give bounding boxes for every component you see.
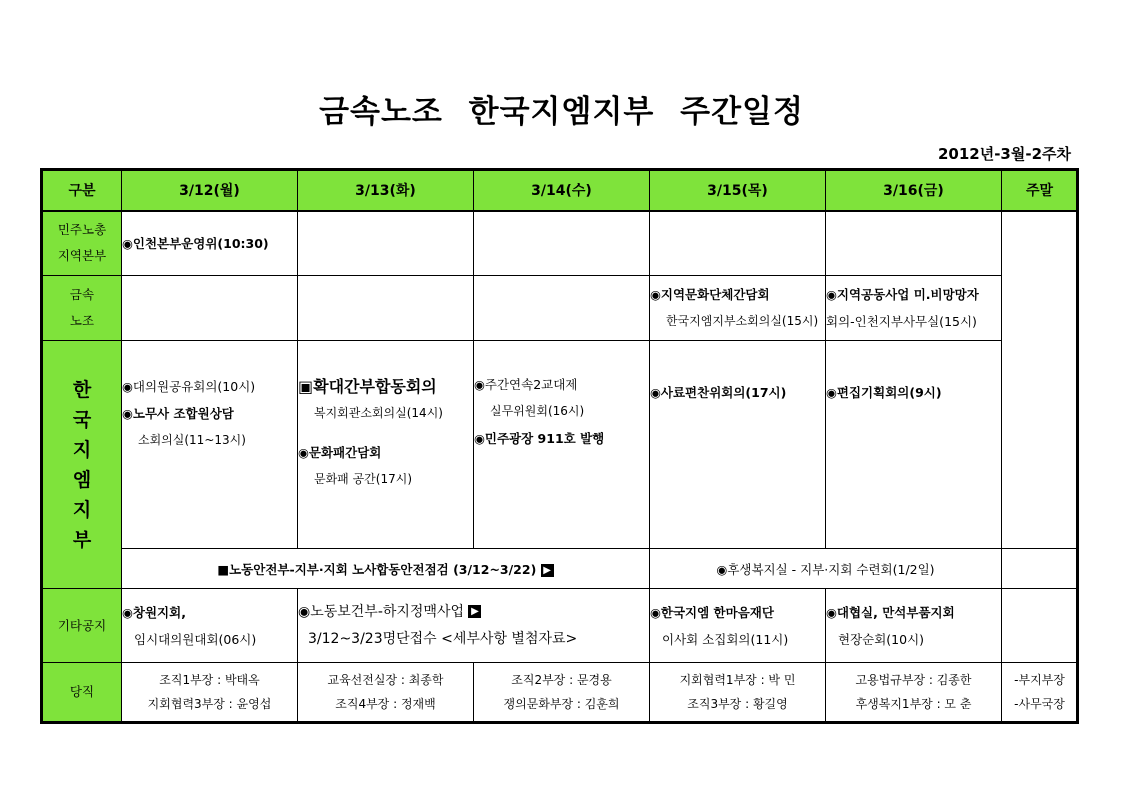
event-item: ◉인천본부운영위(10:30) <box>122 235 269 251</box>
header-category: 구분 <box>42 170 122 211</box>
header-thu: 3/15(목) <box>650 170 826 211</box>
event-item: ▣확대간부합동회의 <box>298 377 437 396</box>
gm-fri-cell <box>826 341 1002 549</box>
event-item: ◉창원지회, <box>122 604 186 620</box>
week-label: 2012년-3월-2주차 <box>937 145 1071 163</box>
event-item: ◉사료편찬위회의(17시) <box>650 385 787 400</box>
row-label-char: 한 <box>72 378 92 401</box>
row-label-line: 민주노총 <box>57 222 107 238</box>
row-label-etc: 기타공지 <box>42 589 122 663</box>
duty-entry: -부지부장 <box>1014 673 1065 687</box>
duty-entry: 고용법규부장 : 김종한 <box>855 673 972 687</box>
kctu-wed-cell <box>474 211 650 276</box>
event-detail: 복지회관소회의실(14시) <box>314 406 443 420</box>
etc-thu-cell <box>650 589 826 663</box>
row-label-char: 엠 <box>72 468 92 491</box>
duty-entry: 조직2부장 : 문경용 <box>511 673 612 687</box>
kmwu-thu-cell <box>650 276 826 341</box>
row-label-char: 부 <box>72 528 92 551</box>
event-item: ◉편집기획회의(9시) <box>826 385 942 400</box>
header-row <box>42 170 1078 211</box>
duty-fri-cell <box>826 663 1002 723</box>
etc-fri-cell <box>826 589 1002 663</box>
row-label-char: 지 <box>72 438 92 461</box>
event-item: ◉민주광장 911호 발행 <box>474 431 605 446</box>
arrow-right-icon: ▶ <box>468 605 481 618</box>
duty-mon-cell <box>122 663 298 723</box>
etc-mon-cell <box>122 589 298 663</box>
etc-weekend-cell <box>1002 589 1078 663</box>
row-duty <box>42 663 1078 723</box>
row-label-duty: 당직 <box>42 663 122 723</box>
row-label-kctu <box>42 211 122 276</box>
event-item: ◉지역공동사업 미.비망망자 <box>826 287 979 302</box>
duty-weekend-cell <box>1002 663 1078 723</box>
event-item: ◉주간연속2교대제 <box>474 377 578 392</box>
duty-wed-cell <box>474 663 650 723</box>
row-label-kmwu <box>42 276 122 341</box>
event-text: ◉노동보건부-하지정맥사업 <box>298 603 465 620</box>
event-detail: 한국지엠지부소회의실(15시) <box>666 314 819 328</box>
kmwu-fri-cell <box>826 276 1002 341</box>
duty-tue-cell <box>298 663 474 723</box>
event-detail: 소회의실(11~13시) <box>138 433 246 447</box>
row-gm-banner <box>42 549 1078 589</box>
kctu-fri-cell <box>826 211 1002 276</box>
page-title: 금속노조 한국지엠지부 주간일정 <box>319 94 804 130</box>
duty-entry: 쟁의문화부장 : 김훈희 <box>503 697 620 711</box>
header-tue: 3/13(화) <box>298 170 474 211</box>
event-item: ◉대협실, 만석부품지회 <box>826 604 955 620</box>
event-detail: 임시대의원대회(06시) <box>134 631 257 647</box>
row-label-char: 지 <box>72 498 92 521</box>
duty-entry: -사무국장 <box>1014 697 1065 711</box>
duty-entry: 조직1부장 : 박태옥 <box>159 673 260 687</box>
duty-entry: 조직4부장 : 정재백 <box>335 697 436 711</box>
gm-mon-cell <box>122 341 298 549</box>
gm-wed-cell <box>474 341 650 549</box>
row-label-gm <box>42 341 122 589</box>
row-label-line: 노조 <box>69 313 95 328</box>
event-detail: 실무위원회(16시) <box>490 404 585 418</box>
weekly-schedule-table <box>40 168 1079 724</box>
row-kctu <box>42 211 1078 276</box>
event-item: ◉문화패간담회 <box>298 445 382 460</box>
header-weekend: 주말 <box>1002 170 1078 211</box>
kmwu-tue-cell <box>298 276 474 341</box>
gm-thu-cell <box>650 341 826 549</box>
arrow-right-icon: ▶ <box>541 564 554 577</box>
row-label-line: 지역본부 <box>57 248 107 264</box>
row-label-char: 국 <box>72 408 92 431</box>
event-item <box>298 599 649 626</box>
gm-tue-cell <box>298 341 474 549</box>
row-label-line: 금속 <box>69 287 95 302</box>
row-gm <box>42 341 1078 549</box>
duty-thu-cell <box>650 663 826 723</box>
header-mon: 3/12(월) <box>122 170 298 211</box>
event-detail: 이사회 소집회의(11시) <box>662 631 789 647</box>
header-fri: 3/16(금) <box>826 170 1002 211</box>
kmwu-mon-cell <box>122 276 298 341</box>
kctu-tue-cell <box>298 211 474 276</box>
safety-inspection-banner <box>122 549 650 589</box>
duty-entry: 지회협력3부장 : 윤영섭 <box>147 697 272 711</box>
duty-entry: 교육선전실장 : 최종학 <box>327 673 444 687</box>
event-item: ◉노무사 조합원상담 <box>122 406 234 421</box>
event-detail: 현장순회(10시) <box>838 631 925 647</box>
row-kmwu <box>42 276 1078 341</box>
event-item: ◉대의원공유회의(10시) <box>122 379 256 394</box>
row-etc <box>42 589 1078 663</box>
event-detail: 3/12~3/23명단접수 <세부사항 별첨자료> <box>308 630 578 647</box>
etc-tuewed-cell <box>298 589 650 663</box>
banner-text: ■노동안전부-지부·지회 노사합동안전점검 (3/12~3/22) <box>217 561 537 577</box>
weekend-cell <box>1002 211 1078 549</box>
kctu-thu-cell <box>650 211 826 276</box>
header-wed: 3/14(수) <box>474 170 650 211</box>
event-detail: 문화패 공간(17시) <box>314 472 412 486</box>
event-item: ◉한국지엠 한마음재단 <box>650 604 774 620</box>
kctu-mon-cell <box>122 211 298 276</box>
kmwu-wed-cell <box>474 276 650 341</box>
duty-entry: 조직3부장 : 황길영 <box>687 697 788 711</box>
event-detail: 회의-인천지부사무실(15시) <box>826 314 977 329</box>
duty-entry: 지회협력1부장 : 박 민 <box>679 673 796 687</box>
welfare-retreat-banner: ◉후생복지실 - 지부·지회 수련회(1/2일) <box>650 549 1002 589</box>
event-item: ◉지역문화단체간담회 <box>650 287 770 302</box>
duty-entry: 후생복지1부장 : 모 춘 <box>855 697 972 711</box>
